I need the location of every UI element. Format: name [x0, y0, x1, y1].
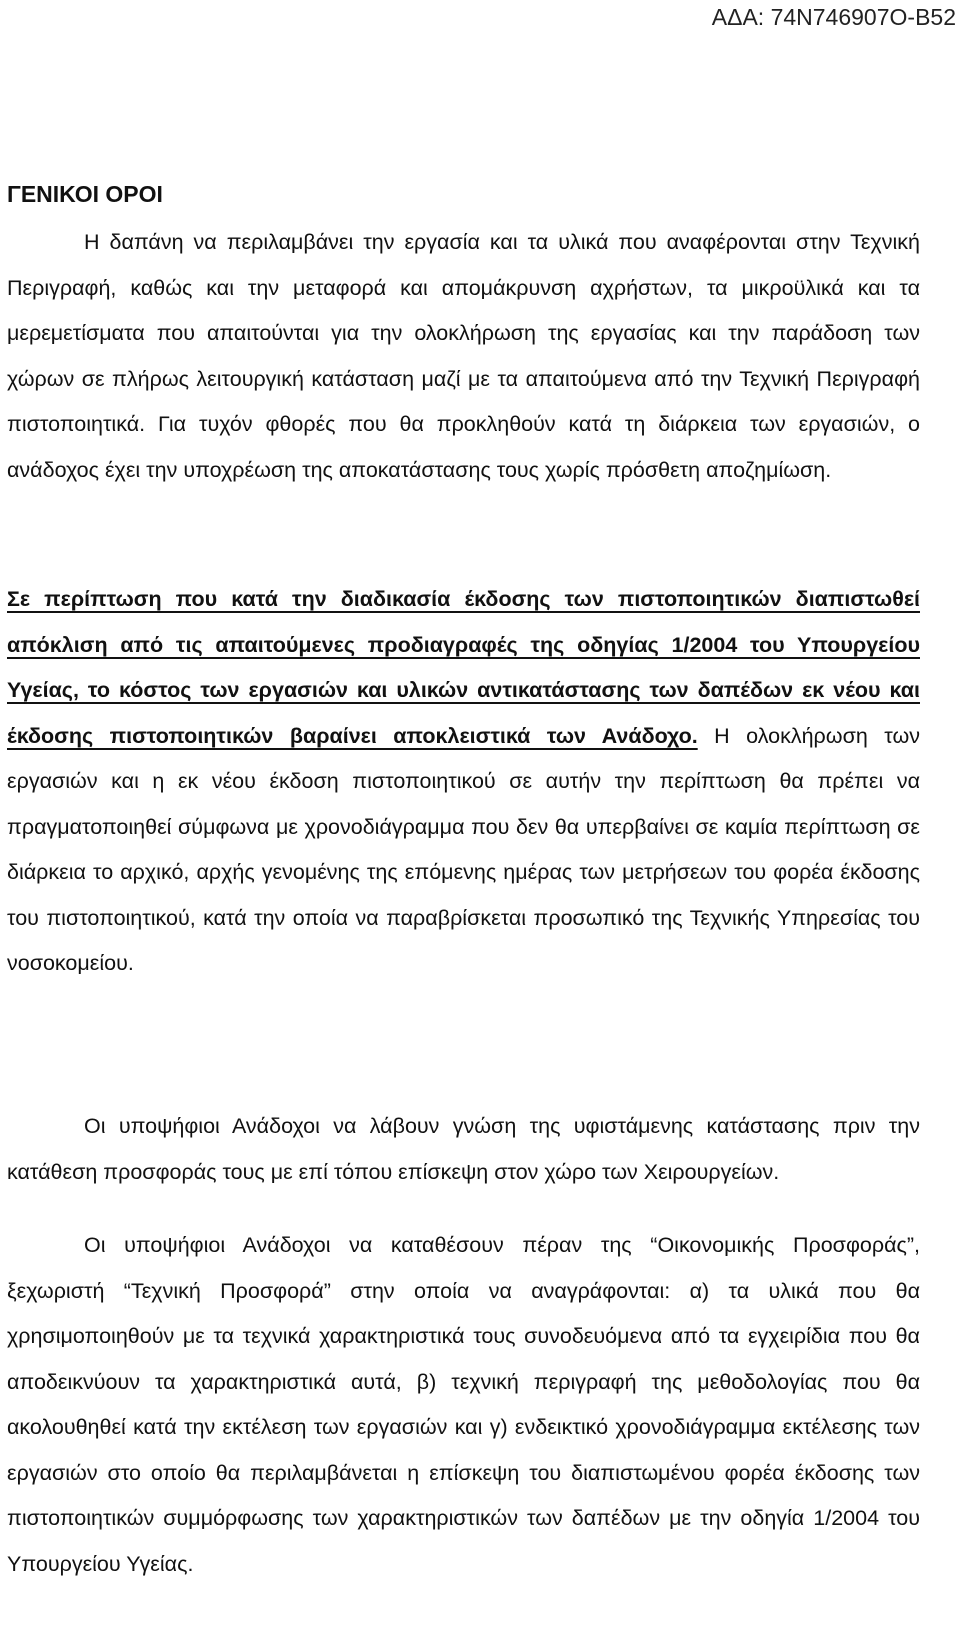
paragraph-site-visit: Οι υποψήφιοι Ανάδοχοι να λάβουν γνώση της υφιστάμενης κατάστασης πριν την κατάθεση προσφοράς τους με επί τόπου επίσκεψη στον χώρο των Χειρουργείων.: [7, 1114, 920, 1184]
paragraph-text: Η ολοκλήρωση των εργασιών και η εκ νέου έκδοση πιστοποιητικού σε αυτήν την περίπτωση θα πρέπει να πραγματοποιηθεί σύμφωνα με χρονοδιάγραμμα που δεν θα υπερβαίνει σε καμία περίπτωση σε διάρκεια το αρχικό, αρχής γενομένης της επόμενης ημέρας των μετρήσεων του φορέα έκδοσης του πιστοποιητικού, κατά την οποία να παραβρίσκεται προσωπικό της Τεχνικής Υπηρεσίας του νοσοκομείου.: [7, 723, 920, 975]
emphasis-text: Σε περίπτωση που κατά την διαδικασία έκδοσης των πιστοποιητικών διαπιστωθεί απόκλιση από τις απαιτούμενες προδιαγραφές της οδηγίας 1/2004 του Υπουργείου Υγείας, το κόστος των εργασιών και υλικών αντικατάστασης των δαπέδων εκ νέου και έκδοσης πιστοποιητικών βαραίνει αποκλειστικά των Ανάδοχο.: [7, 587, 920, 748]
paragraph-certificate-deviation: [7, 577, 920, 987]
paragraph-technical-offer: Οι υποψήφιοι Ανάδοχοι να καταθέσουν πέραν της “Οικονομικής Προσφοράς”, ξεχωριστή “Τεχνική Προσφορά” στην οποία να αναγράφονται: α) τα υλικά που θα χρησιμοποιηθούν με τα τεχνικά χαρακτηριστικά τους συνοδευόμενα από τα εγχειρίδια που θα αποδεικνύουν τα χαρακτηριστικά αυτά, β) τεχνική περιγραφή της μεθοδολογίας που θα ακολουθηθεί κατά την εκτέλεση των εργασιών και γ) ενδεικτικό χρονοδιάγραμμα εκτέλεσης των εργασιών στο οποίο θα περιλαμβάνεται η επίσκεψη του διαπιστωμένου φορέα έκδοσης των πιστοποιητικών συμμόρφωσης των χαρακτηριστικών των δαπέδων με την οδηγία 1/2004 του Υπουργείου Υγείας.: [7, 1233, 920, 1576]
paragraph-general-cost: Η δαπάνη να περιλαμβάνει την εργασία και τα υλικά που αναφέρονται στην Τεχνική Περιγραφή, καθώς και την μεταφορά και απομάκρυνση αχρήστων, τα μικροϋλικά και τα μερεμετίσματα που απαιτούνται για την ολοκλήρωση της εργασίας και την παράδοση των χώρων σε πλήρως λειτουργική κατάσταση μαζί με τα απαιτούμενα από την Τεχνική Περιγραφή πιστοποιητικά. Για τυχόν φθορές που θα προκληθούν κατά τη διάρκεια των εργασιών, ο ανάδοχος έχει την υποχρέωση της αποκατάστασης τους χωρίς πρόσθετη αποζημίωση.: [7, 230, 920, 482]
ada-code: ΑΔΑ: 74Ν746907Ο-Β52: [711, 4, 956, 30]
section-title: ΓΕΝΙΚΟΙ ΟΡΟΙ: [7, 181, 163, 207]
